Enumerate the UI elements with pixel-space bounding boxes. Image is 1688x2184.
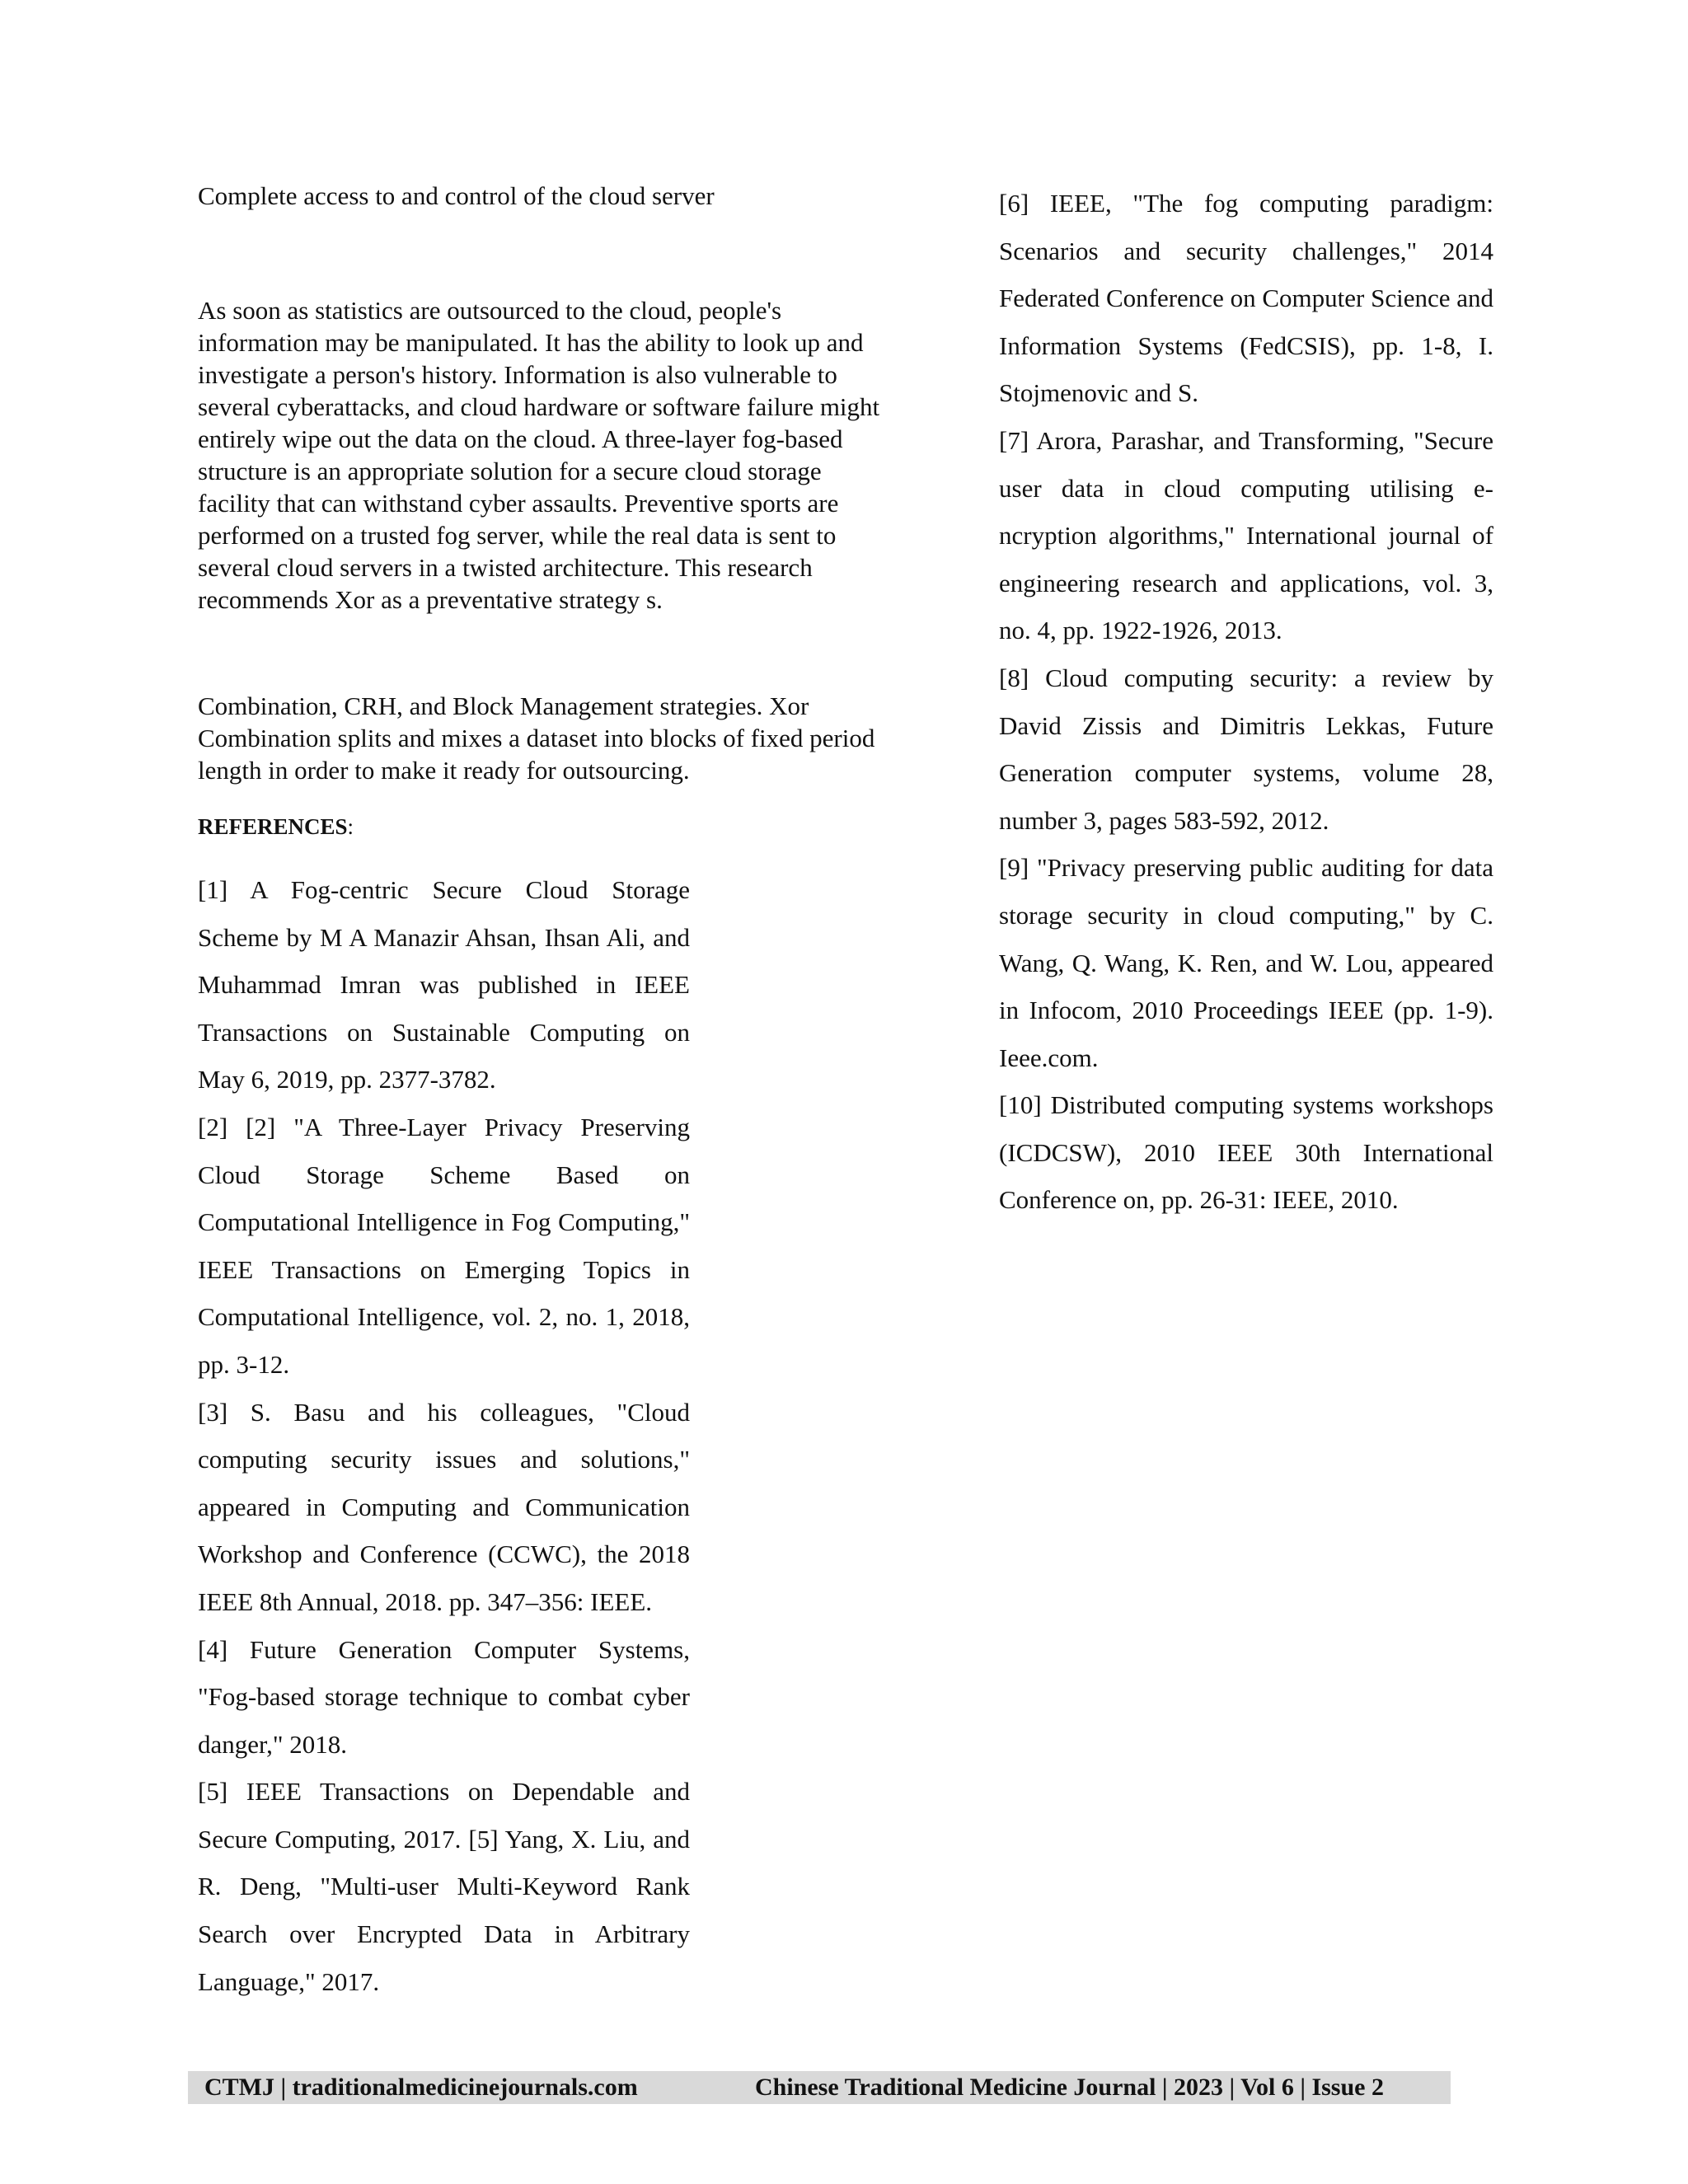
reference-item-2: [2] [2] "A Three-Layer Privacy Preserving Cloud Storage Scheme Based on Computational Intelligence in Fog Computing," IEEE Transactions on Emerging Topics in Computational Intelligence, vol. 2, no. 1, 2018, pp. 3-12. bbox=[198, 1112, 690, 1379]
reference-item-3: [3] S. Basu and his colleagues, "Cloud computing security issues and solutions," appeared in Computing and Communication Workshop and Conference (CCWC), the 2018 IEEE 8th Annual, 2018. pp. 347–356: IEEE. bbox=[198, 1397, 690, 1616]
footer-journal-issue: Chinese Traditional Medicine Journal | 2023 | Vol 6 | Issue 2 bbox=[755, 2074, 1384, 2101]
body-paragraph-1: As soon as statistics are outsourced to the cloud, people's information may be manipulated. It has the ability to look up and investigate a person's history. Information is also vulnerable to several cyberattacks, and cloud hardware or software failure might entirely wipe out the data on the cloud. A three-layer fog-based structure is an appropriate solution for a secure cloud storage facility that can withstand cyber assaults. Preventive sports are performed on a trusted fog server, while the real data is sent to several cloud servers in a twisted architecture. This research recommends Xor as a preventative strategy s. bbox=[198, 296, 880, 614]
reference-item-4: [4] Future Generation Computer Systems, "Fog-based storage technique to combat cyber danger," 2018. bbox=[198, 1634, 690, 1759]
reference-item-7: [7] Arora, Parashar, and Transforming, "Secure user data in cloud computing utilising e-ncryption algorithms," International journal of engineering research and applications, vol. 3, no. 4, pp. 1922-1926, 2013. bbox=[999, 425, 1493, 645]
footer-journal-site: CTMJ | traditionalmedicinejournals.com bbox=[204, 2074, 638, 2101]
reference-item-1: [1] A Fog-centric Secure Cloud Storage Scheme by M A Manazir Ahsan, Ihsan Ali, and Muhammad Imran was published in IEEE Transactions on Sustainable Computing on May 6, 2019, pp. 2377-3782. bbox=[198, 875, 690, 1094]
references-list-left bbox=[198, 866, 690, 2005]
page-footer bbox=[188, 2071, 1451, 2104]
reference-item-5: [5] IEEE Transactions on Dependable and Secure Computing, 2017. [5] Yang, X. Liu, and R. Deng, "Multi-user Multi-Keyword Rank Search over Encrypted Data in Arbitrary Language," 2017. bbox=[198, 1777, 690, 1996]
reference-item-10: [10] Distributed computing systems workshops (ICDCSW), 2010 IEEE 30th International Conference on, pp. 26-31: IEEE, 2010. bbox=[999, 1090, 1493, 1215]
left-column bbox=[198, 180, 886, 2005]
body-heading-line: Complete access to and control of the cloud server bbox=[198, 181, 715, 210]
references-heading bbox=[198, 811, 886, 843]
references-heading-colon: : bbox=[347, 814, 354, 839]
body-paragraph-2: Combination, CRH, and Block Management strategies. Xor Combination splits and mixes a dataset into blocks of fixed period length in order to make it ready for outsourcing. bbox=[198, 691, 875, 785]
reference-item-8: [8] Cloud computing security: a review by David Zissis and Dimitris Lekkas, Future Generation computer systems, volume 28, number 3, pages 583-592, 2012. bbox=[999, 663, 1493, 835]
references-list-right bbox=[999, 180, 1493, 1224]
reference-item-6: [6] IEEE, "The fog computing paradigm: Scenarios and security challenges," 2014 Federated Conference on Computer Science and Information Systems (FedCSIS), pp. 1-8, I. Stojmenovic and S. bbox=[999, 189, 1493, 408]
references-heading-text: REFERENCES bbox=[198, 814, 348, 839]
reference-item-9: [9] "Privacy preserving public auditing for data storage security in cloud computing," by C. Wang, Q. Wang, K. Ren, and W. Lou, appeared in Infocom, 2010 Proceedings IEEE (pp. 1-9). Ieee.com. bbox=[999, 853, 1493, 1072]
